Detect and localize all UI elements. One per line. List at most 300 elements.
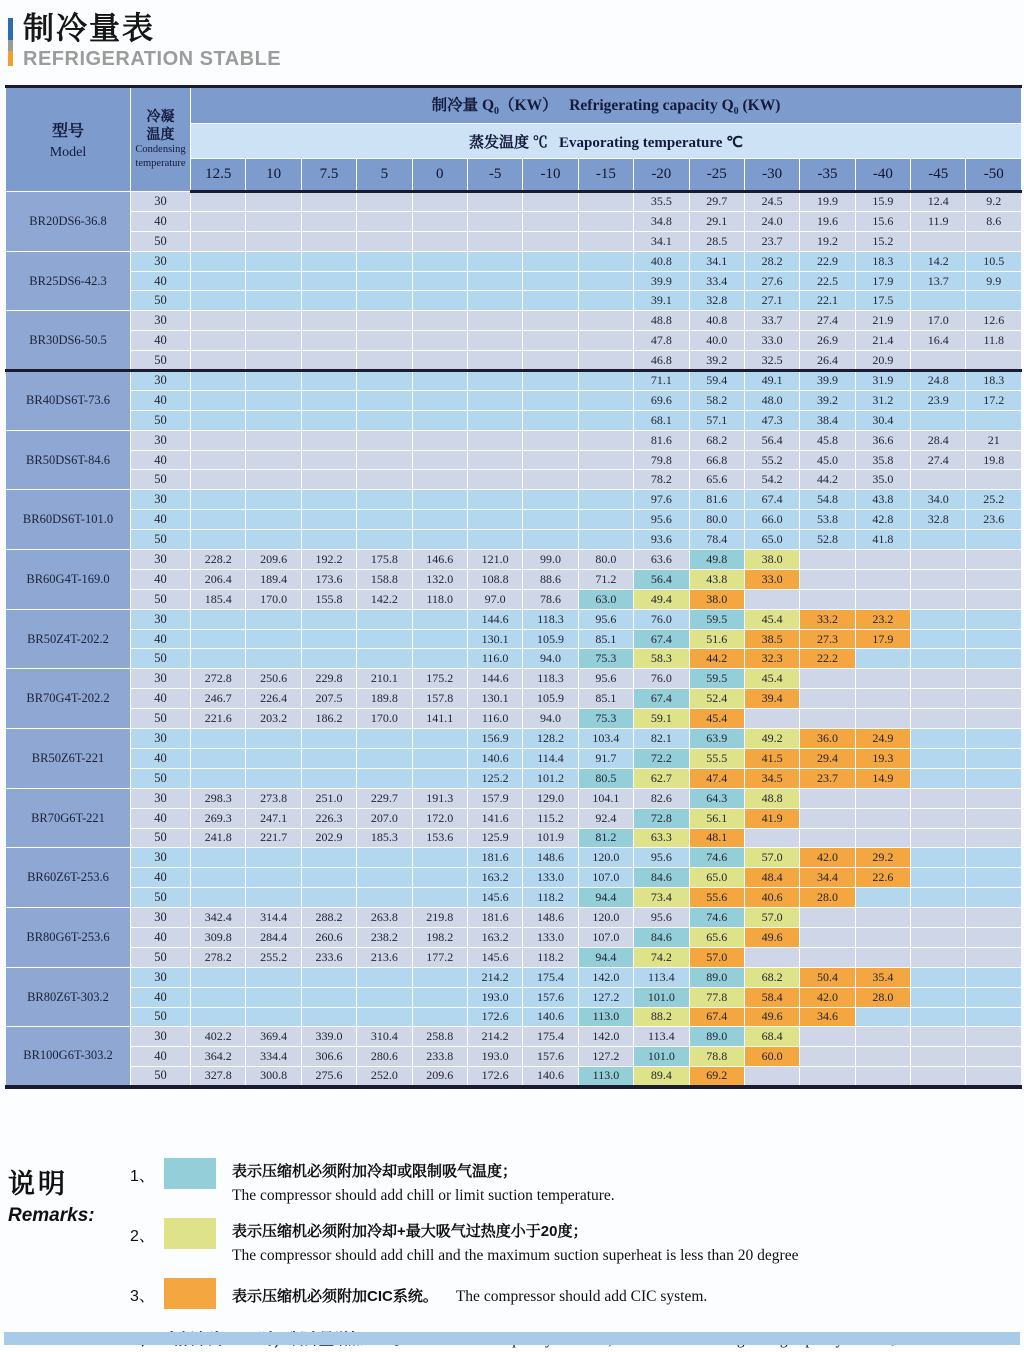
capacity-cell bbox=[301, 331, 356, 351]
capacity-cell: 56.4 bbox=[634, 569, 689, 589]
capacity-cell: 93.6 bbox=[634, 530, 689, 550]
capacity-cell bbox=[301, 768, 356, 788]
capacity-cell: 63.3 bbox=[634, 828, 689, 848]
capacity-cell bbox=[191, 311, 246, 331]
table-row bbox=[6, 311, 1022, 331]
capacity-cell bbox=[966, 470, 1022, 490]
capacity-cell: 23.7 bbox=[800, 768, 855, 788]
model-cell: BR60G4T-169.0 bbox=[6, 550, 131, 610]
model-cell: BR60Z6T-253.6 bbox=[6, 848, 131, 908]
capacity-cell bbox=[966, 1067, 1022, 1087]
capacity-cell: 181.6 bbox=[467, 908, 522, 928]
capacity-cell: 219.8 bbox=[412, 908, 467, 928]
condensing-temp-cell: 50 bbox=[131, 649, 191, 669]
capacity-cell bbox=[301, 390, 356, 410]
capacity-cell: 65.6 bbox=[689, 927, 744, 947]
capacity-cell: 79.8 bbox=[634, 450, 689, 470]
capacity-cell bbox=[523, 450, 578, 470]
capacity-cell bbox=[523, 231, 578, 251]
capacity-cell: 67.4 bbox=[634, 689, 689, 709]
capacity-cell bbox=[523, 291, 578, 311]
capacity-cell: 12.6 bbox=[966, 311, 1022, 331]
capacity-cell: 43.8 bbox=[855, 490, 910, 510]
capacity-cell bbox=[855, 1067, 910, 1087]
capacity-cell: 84.6 bbox=[634, 868, 689, 888]
evap-temp-column-header: -45 bbox=[911, 159, 966, 192]
capacity-cell: 193.0 bbox=[467, 987, 522, 1007]
condensing-temp-cell: 50 bbox=[131, 351, 191, 371]
capacity-cell: 155.8 bbox=[301, 589, 356, 609]
page-title: 制冷量表 bbox=[23, 11, 155, 46]
capacity-cell bbox=[966, 291, 1022, 311]
capacity-cell bbox=[800, 828, 855, 848]
condensing-temp-cell: 30 bbox=[131, 192, 191, 212]
capacity-cell: 17.9 bbox=[855, 629, 910, 649]
table-row bbox=[6, 709, 1022, 729]
capacity-cell bbox=[800, 808, 855, 828]
capacity-cell bbox=[523, 470, 578, 490]
capacity-cell bbox=[246, 649, 301, 669]
condensing-temp-cell: 40 bbox=[131, 510, 191, 530]
capacity-cell: 47.8 bbox=[634, 331, 689, 351]
capacity-cell bbox=[855, 808, 910, 828]
capacity-cell: 81.6 bbox=[634, 430, 689, 450]
legend-color-swatch bbox=[164, 1158, 216, 1189]
capacity-cell: 269.3 bbox=[191, 808, 246, 828]
table-row bbox=[6, 828, 1022, 848]
model-cell: BR20DS6-36.8 bbox=[6, 192, 131, 252]
condensing-temperature-column-header: 冷凝 温度 Condensing temperature bbox=[131, 87, 191, 192]
capacity-cell bbox=[911, 888, 966, 908]
capacity-cell bbox=[911, 609, 966, 629]
table-row bbox=[6, 410, 1022, 430]
capacity-cell bbox=[523, 410, 578, 430]
capacity-cell: 68.2 bbox=[689, 430, 744, 450]
capacity-cell: 175.8 bbox=[357, 550, 412, 570]
table-row bbox=[6, 729, 1022, 749]
capacity-cell bbox=[301, 192, 356, 212]
capacity-cell bbox=[911, 470, 966, 490]
capacity-cell bbox=[911, 669, 966, 689]
capacity-cell: 250.6 bbox=[246, 669, 301, 689]
capacity-cell: 45.0 bbox=[800, 450, 855, 470]
condensing-temp-cell: 30 bbox=[131, 371, 191, 391]
capacity-cell bbox=[911, 908, 966, 928]
capacity-cell: 128.2 bbox=[523, 729, 578, 749]
model-cell: BR40DS6T-73.6 bbox=[6, 371, 131, 431]
capacity-cell: 35.8 bbox=[855, 450, 910, 470]
capacity-cell: 314.4 bbox=[246, 908, 301, 928]
capacity-cell: 78.4 bbox=[689, 530, 744, 550]
capacity-cell bbox=[467, 231, 522, 251]
capacity-cell: 78.6 bbox=[523, 589, 578, 609]
capacity-cell bbox=[578, 371, 633, 391]
table-row bbox=[6, 649, 1022, 669]
capacity-cell: 158.8 bbox=[357, 569, 412, 589]
capacity-cell bbox=[412, 888, 467, 908]
capacity-cell: 142.2 bbox=[357, 589, 412, 609]
table-row bbox=[6, 510, 1022, 530]
capacity-cell: 186.2 bbox=[301, 709, 356, 729]
capacity-cell bbox=[357, 629, 412, 649]
capacity-cell bbox=[246, 470, 301, 490]
capacity-cell bbox=[911, 291, 966, 311]
capacity-cell: 175.4 bbox=[523, 967, 578, 987]
capacity-cell: 55.6 bbox=[689, 888, 744, 908]
capacity-cell bbox=[301, 490, 356, 510]
capacity-cell: 69.2 bbox=[689, 1067, 744, 1087]
capacity-cell: 191.3 bbox=[412, 788, 467, 808]
capacity-cell bbox=[246, 291, 301, 311]
capacity-cell: 48.0 bbox=[744, 390, 799, 410]
condensing-temp-cell: 40 bbox=[131, 808, 191, 828]
capacity-cell bbox=[911, 947, 966, 967]
capacity-cell: 77.8 bbox=[689, 987, 744, 1007]
capacity-cell: 278.2 bbox=[191, 947, 246, 967]
capacity-cell: 142.0 bbox=[578, 1027, 633, 1047]
condensing-temp-cell: 30 bbox=[131, 311, 191, 331]
capacity-cell bbox=[357, 430, 412, 450]
capacity-cell bbox=[357, 291, 412, 311]
capacity-cell: 57.0 bbox=[744, 848, 799, 868]
capacity-cell bbox=[467, 490, 522, 510]
capacity-cell: 198.2 bbox=[412, 927, 467, 947]
capacity-cell: 28.4 bbox=[911, 430, 966, 450]
capacity-cell bbox=[855, 589, 910, 609]
capacity-cell: 89.0 bbox=[689, 967, 744, 987]
table-row bbox=[6, 530, 1022, 550]
evap-temp-column-header: 0 bbox=[412, 159, 467, 192]
capacity-cell bbox=[357, 331, 412, 351]
capacity-cell: 52.8 bbox=[800, 530, 855, 550]
capacity-cell: 66.0 bbox=[744, 510, 799, 530]
capacity-cell: 24.5 bbox=[744, 192, 799, 212]
capacity-cell bbox=[855, 550, 910, 570]
capacity-cell: 144.6 bbox=[467, 609, 522, 629]
evap-temp-column-header: -10 bbox=[523, 159, 578, 192]
capacity-cell: 39.4 bbox=[744, 689, 799, 709]
condensing-temp-cell: 30 bbox=[131, 848, 191, 868]
capacity-cell: 35.5 bbox=[634, 192, 689, 212]
capacity-cell bbox=[246, 450, 301, 470]
capacity-cell: 118.0 bbox=[412, 589, 467, 609]
capacity-cell bbox=[966, 351, 1022, 371]
evap-temp-column-header: -30 bbox=[744, 159, 799, 192]
capacity-cell: 30.4 bbox=[855, 410, 910, 430]
capacity-cell: 49.4 bbox=[634, 589, 689, 609]
capacity-cell bbox=[744, 589, 799, 609]
table-row bbox=[6, 271, 1022, 291]
evap-temp-column-header: -35 bbox=[800, 159, 855, 192]
remark-item bbox=[130, 1158, 1020, 1205]
model-cell: BR50Z4T-202.2 bbox=[6, 609, 131, 669]
capacity-cell bbox=[357, 888, 412, 908]
capacity-cell: 34.0 bbox=[911, 490, 966, 510]
condensing-temp-cell: 50 bbox=[131, 768, 191, 788]
capacity-cell bbox=[467, 251, 522, 271]
capacity-cell: 21.9 bbox=[855, 311, 910, 331]
capacity-cell: 189.8 bbox=[357, 689, 412, 709]
capacity-cell bbox=[412, 1007, 467, 1027]
capacity-cell: 24.8 bbox=[911, 371, 966, 391]
capacity-cell: 35.0 bbox=[855, 470, 910, 490]
table-row bbox=[6, 589, 1022, 609]
capacity-cell: 49.6 bbox=[744, 1007, 799, 1027]
capacity-cell: 202.9 bbox=[301, 828, 356, 848]
capacity-cell bbox=[744, 947, 799, 967]
capacity-cell bbox=[800, 1067, 855, 1087]
capacity-cell bbox=[911, 649, 966, 669]
capacity-cell bbox=[191, 490, 246, 510]
capacity-cell: 206.4 bbox=[191, 569, 246, 589]
capacity-cell bbox=[301, 251, 356, 271]
capacity-cell bbox=[911, 1047, 966, 1067]
capacity-cell: 78.8 bbox=[689, 1047, 744, 1067]
capacity-cell: 41.9 bbox=[744, 808, 799, 828]
capacity-cell: 272.8 bbox=[191, 669, 246, 689]
capacity-cell bbox=[467, 311, 522, 331]
table-row bbox=[6, 689, 1022, 709]
condensing-temp-cell: 30 bbox=[131, 908, 191, 928]
table-row bbox=[6, 390, 1022, 410]
condensing-temp-cell: 40 bbox=[131, 211, 191, 231]
capacity-cell: 74.2 bbox=[634, 947, 689, 967]
remark-text-en: The compressor should add chill or limit suction temperature. bbox=[232, 1187, 615, 1204]
capacity-cell: 32.3 bbox=[744, 649, 799, 669]
capacity-cell bbox=[412, 192, 467, 212]
capacity-cell: 63.9 bbox=[689, 729, 744, 749]
accent-gray-segment bbox=[8, 40, 13, 51]
capacity-cell: 157.6 bbox=[523, 987, 578, 1007]
capacity-cell bbox=[412, 729, 467, 749]
capacity-cell: 105.9 bbox=[523, 629, 578, 649]
capacity-cell bbox=[412, 868, 467, 888]
model-cell: BR80Z6T-303.2 bbox=[6, 967, 131, 1027]
capacity-cell bbox=[855, 908, 910, 928]
capacity-cell: 173.6 bbox=[301, 569, 356, 589]
table-row bbox=[6, 1027, 1022, 1047]
capacity-cell: 12.4 bbox=[911, 192, 966, 212]
capacity-cell: 80.5 bbox=[578, 768, 633, 788]
evap-temp-column-header: -25 bbox=[689, 159, 744, 192]
capacity-cell bbox=[966, 927, 1022, 947]
capacity-cell: 288.2 bbox=[301, 908, 356, 928]
capacity-cell bbox=[523, 490, 578, 510]
remark-item bbox=[130, 1218, 1020, 1265]
condensing-temp-cell: 40 bbox=[131, 1047, 191, 1067]
capacity-cell: 65.0 bbox=[744, 530, 799, 550]
capacity-cell: 342.4 bbox=[191, 908, 246, 928]
capacity-cell: 207.0 bbox=[357, 808, 412, 828]
capacity-cell: 31.2 bbox=[855, 390, 910, 410]
capacity-cell bbox=[911, 828, 966, 848]
capacity-cell: 141.6 bbox=[467, 808, 522, 828]
capacity-cell: 15.6 bbox=[855, 211, 910, 231]
capacity-cell bbox=[855, 888, 910, 908]
capacity-cell bbox=[467, 291, 522, 311]
capacity-cell: 65.0 bbox=[689, 868, 744, 888]
table-row bbox=[6, 748, 1022, 768]
condensing-temp-cell: 30 bbox=[131, 550, 191, 570]
capacity-cell: 146.6 bbox=[412, 550, 467, 570]
table-row bbox=[6, 609, 1022, 629]
table-row bbox=[6, 550, 1022, 570]
capacity-cell bbox=[191, 192, 246, 212]
capacity-cell: 38.0 bbox=[744, 550, 799, 570]
capacity-cell: 229.8 bbox=[301, 669, 356, 689]
capacity-cell bbox=[744, 828, 799, 848]
capacity-cell bbox=[412, 450, 467, 470]
capacity-cell: 233.8 bbox=[412, 1047, 467, 1067]
capacity-cell: 92.4 bbox=[578, 808, 633, 828]
capacity-cell bbox=[855, 1007, 910, 1027]
capacity-cell: 221.7 bbox=[246, 828, 301, 848]
capacity-cell: 34.4 bbox=[800, 868, 855, 888]
capacity-cell: 67.4 bbox=[634, 629, 689, 649]
capacity-cell bbox=[966, 788, 1022, 808]
remarks-heading: 说明 Remarks: bbox=[8, 1169, 95, 1226]
capacity-cell: 89.0 bbox=[689, 1027, 744, 1047]
condensing-temp-cell: 40 bbox=[131, 689, 191, 709]
capacity-cell bbox=[578, 351, 633, 371]
condensing-temp-cell: 50 bbox=[131, 1007, 191, 1027]
capacity-cell: 23.2 bbox=[855, 609, 910, 629]
capacity-cell: 203.2 bbox=[246, 709, 301, 729]
condensing-temp-cell: 30 bbox=[131, 490, 191, 510]
capacity-cell: 17.2 bbox=[966, 390, 1022, 410]
capacity-cell: 42.0 bbox=[800, 987, 855, 1007]
evap-temp-column-header: -50 bbox=[966, 159, 1022, 192]
capacity-cell: 140.6 bbox=[523, 1007, 578, 1027]
table-row bbox=[6, 450, 1022, 470]
capacity-cell bbox=[301, 470, 356, 490]
remark-number: 1、 bbox=[130, 1168, 155, 1185]
capacity-cell bbox=[467, 192, 522, 212]
capacity-cell: 273.8 bbox=[246, 788, 301, 808]
table-row bbox=[6, 1047, 1022, 1067]
capacity-cell: 114.4 bbox=[523, 748, 578, 768]
capacity-cell bbox=[966, 828, 1022, 848]
capacity-cell bbox=[523, 390, 578, 410]
capacity-cell bbox=[191, 331, 246, 351]
model-cell: BR80G6T-253.6 bbox=[6, 908, 131, 968]
condensing-temp-cell: 40 bbox=[131, 271, 191, 291]
capacity-cell bbox=[191, 768, 246, 788]
capacity-cell bbox=[357, 967, 412, 987]
capacity-cell: 32.8 bbox=[689, 291, 744, 311]
capacity-cell: 130.1 bbox=[467, 689, 522, 709]
capacity-cell bbox=[357, 231, 412, 251]
title-accent-bar bbox=[8, 18, 13, 71]
capacity-cell: 263.8 bbox=[357, 908, 412, 928]
capacity-cell bbox=[911, 768, 966, 788]
capacity-cell bbox=[191, 729, 246, 749]
capacity-cell bbox=[578, 510, 633, 530]
capacity-cell: 107.0 bbox=[578, 927, 633, 947]
capacity-cell bbox=[523, 430, 578, 450]
capacity-cell bbox=[966, 967, 1022, 987]
capacity-cell: 9.9 bbox=[966, 271, 1022, 291]
capacity-cell: 59.1 bbox=[634, 709, 689, 729]
capacity-cell: 120.0 bbox=[578, 908, 633, 928]
capacity-cell bbox=[800, 709, 855, 729]
capacity-cell: 185.3 bbox=[357, 828, 412, 848]
capacity-cell bbox=[467, 530, 522, 550]
capacity-cell: 214.2 bbox=[467, 967, 522, 987]
capacity-cell bbox=[301, 410, 356, 430]
capacity-cell bbox=[357, 271, 412, 291]
capacity-cell: 118.3 bbox=[523, 669, 578, 689]
capacity-cell: 170.0 bbox=[357, 709, 412, 729]
capacity-cell: 246.7 bbox=[191, 689, 246, 709]
condensing-temp-cell: 50 bbox=[131, 589, 191, 609]
capacity-cell: 28.5 bbox=[689, 231, 744, 251]
capacity-cell: 39.9 bbox=[634, 271, 689, 291]
capacity-cell: 172.6 bbox=[467, 1007, 522, 1027]
evaporating-temperature-header: 蒸发温度 ℃ Evaporating temperature ℃ bbox=[191, 124, 1022, 159]
capacity-cell: 133.0 bbox=[523, 868, 578, 888]
capacity-cell bbox=[966, 947, 1022, 967]
capacity-cell: 48.4 bbox=[744, 868, 799, 888]
capacity-cell: 49.1 bbox=[744, 371, 799, 391]
capacity-cell bbox=[191, 291, 246, 311]
remark-text-en: The compressor should add CIC system. bbox=[455, 1288, 708, 1305]
table-row bbox=[6, 211, 1022, 231]
capacity-cell bbox=[412, 967, 467, 987]
capacity-cell: 95.6 bbox=[634, 510, 689, 530]
capacity-cell: 19.9 bbox=[800, 192, 855, 212]
capacity-cell: 22.9 bbox=[800, 251, 855, 271]
capacity-cell: 252.0 bbox=[357, 1067, 412, 1087]
capacity-cell bbox=[800, 1047, 855, 1067]
capacity-cell bbox=[523, 351, 578, 371]
table-row bbox=[6, 470, 1022, 490]
capacity-cell bbox=[966, 709, 1022, 729]
capacity-cell bbox=[800, 1027, 855, 1047]
capacity-cell: 55.5 bbox=[689, 748, 744, 768]
capacity-cell: 26.4 bbox=[800, 351, 855, 371]
capacity-cell: 192.2 bbox=[301, 550, 356, 570]
capacity-cell bbox=[966, 729, 1022, 749]
capacity-cell bbox=[412, 748, 467, 768]
capacity-cell bbox=[301, 430, 356, 450]
capacity-cell bbox=[412, 848, 467, 868]
capacity-cell bbox=[800, 689, 855, 709]
capacity-cell: 9.2 bbox=[966, 192, 1022, 212]
table-row bbox=[6, 927, 1022, 947]
table-row bbox=[6, 1067, 1022, 1087]
capacity-cell: 36.0 bbox=[800, 729, 855, 749]
capacity-cell: 33.0 bbox=[744, 569, 799, 589]
capacity-cell bbox=[966, 908, 1022, 928]
bottom-accent-bar bbox=[4, 1332, 1020, 1345]
capacity-cell bbox=[246, 987, 301, 1007]
capacity-cell: 140.6 bbox=[523, 1067, 578, 1087]
capacity-cell bbox=[357, 868, 412, 888]
capacity-cell bbox=[966, 649, 1022, 669]
capacity-cell bbox=[800, 550, 855, 570]
capacity-cell bbox=[357, 390, 412, 410]
capacity-cell: 40.8 bbox=[634, 251, 689, 271]
capacity-cell: 28.0 bbox=[855, 987, 910, 1007]
capacity-cell bbox=[357, 530, 412, 550]
capacity-cell: 101.9 bbox=[523, 828, 578, 848]
capacity-cell bbox=[911, 788, 966, 808]
capacity-cell bbox=[523, 331, 578, 351]
capacity-cell bbox=[412, 231, 467, 251]
capacity-cell bbox=[191, 410, 246, 430]
capacity-cell bbox=[467, 331, 522, 351]
